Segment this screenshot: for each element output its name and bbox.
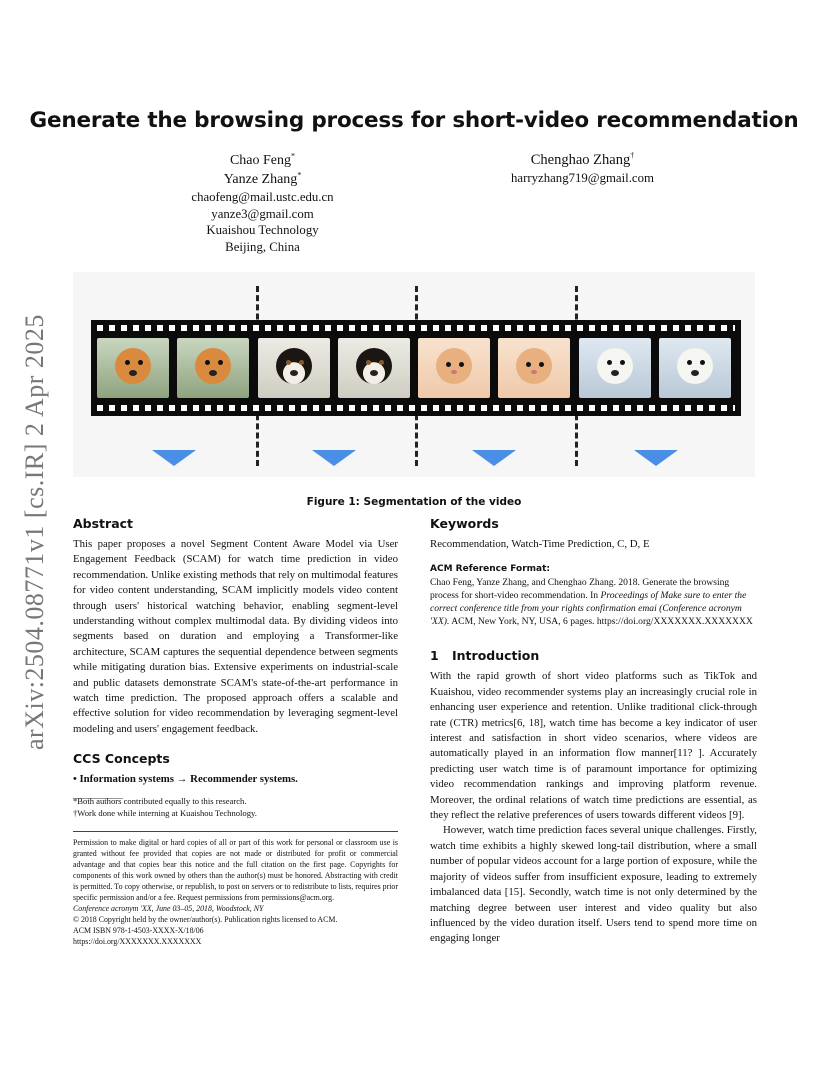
segment-arrow-icon	[312, 450, 356, 466]
figure-video-segmentation	[73, 272, 755, 477]
segment-arrow-icon	[634, 450, 678, 466]
frame-dog-corgi	[177, 338, 249, 398]
frame-dog-bernese	[338, 338, 410, 398]
acm-reference-heading: ACM Reference Format:	[430, 564, 550, 575]
ccs-concept: • Information systems → Recommender systems.	[73, 773, 298, 786]
author-affiliation: Kuaishou Technology	[206, 223, 319, 237]
sprocket-holes	[97, 325, 735, 331]
segment-arrow-icon	[472, 450, 516, 466]
abstract-text: This paper proposes a novel Segment Content Aware Model via User Engagement Feedback (SCAM) for watch time prediction in video recommendation. Unlike existing methods that rely on multimodal features for video content understanding, SCAM implicitly models video content through users' historical watching behavior, enabling segment-level understanding without complex multimodal data. By dividing videos into segments based on duration and employing a Transformer-like architecture, SCAM captures the sequential dependence between segments while mitigating duration bias. Extensive experiments on industrial-scale and public datasets demonstrate SCAM's state-of-the-art performance in watch time prediction. The proposed approach offers a scalable and effective solution for video recommendation by leveraging segment-level modeling and users' engagement feedback.	[73, 538, 398, 735]
copyright-line: © 2018 Copyright held by the owner/author(s). Publication rights licensed to ACM.	[73, 914, 338, 924]
frame-dog-corgi	[97, 338, 169, 398]
keywords-text: Recommendation, Watch-Time Prediction, C, D, E	[430, 538, 650, 550]
frame-hamster	[498, 338, 570, 398]
frame-polar-bear	[659, 338, 731, 398]
doi-link[interactable]: https://doi.org/XXXXXXX.XXXXXXX	[73, 936, 202, 946]
footnotes	[73, 795, 398, 819]
author-email: yanze3@gmail.com	[211, 206, 314, 221]
frame-dog-bernese	[258, 338, 330, 398]
author-block-left	[150, 151, 375, 255]
introduction-paragraph: With the rapid growth of short video platforms such as TikTok and Kuaishou, video recommender systems play an increasingly crucial role in enhancing user experience and retention. Unlike traditional click-through rate (CTR) metrics[6, 18], watch time has become a key indicator of user interest and satisfaction in short video scenarios, where videos are automatically played in an information flow manner[11? ]. Accurately predicting user watch time is of paramount importance for optimizing video recommendation rankings and improving platform revenue. Moreover, the ordinal relations of watch time predictions are essential, as they reflect the relative preferences of users towards different videos [9].	[430, 670, 757, 822]
figure-caption: Figure 1: Segmentation of the video	[306, 496, 522, 508]
segment-arrow-icon	[152, 450, 196, 466]
introduction-paragraph: However, watch time prediction faces several unique challenges. Firstly, watch time exhibits a highly skewed long-tail distribution, where a small number of popular videos account for a large portion of exposure, while the majority of videos suffer from insufficient exposure, leading to extremely imbalanced data [15]. Secondly, watch time is not only determined by the matching degree between user interest and video quality but also influenced by the video duration itself. Users tend to spend more time on engaging longer	[430, 824, 757, 945]
author-email: harryzhang719@gmail.com	[511, 171, 654, 185]
permission-block	[73, 831, 398, 947]
frame-polar-bear	[579, 338, 651, 398]
footnote: *Both authors contributed equally to this research.	[73, 795, 247, 806]
paper-title: Generate the browsing process for short-video recommendation	[29, 108, 799, 133]
left-column	[73, 516, 398, 947]
author-block-right	[470, 150, 695, 187]
keywords-heading: Keywords	[430, 516, 499, 531]
sprocket-holes	[97, 405, 735, 411]
introduction-heading: 1 Introduction	[430, 648, 540, 664]
author-location: Beijing, China	[225, 239, 300, 254]
author-name: Chao Feng*	[229, 151, 296, 168]
footnote: †Work done while interning at Kuaishou Technology.	[73, 807, 257, 818]
filmstrip	[91, 320, 741, 416]
right-column	[430, 516, 757, 947]
ccs-heading: CCS Concepts	[73, 751, 170, 767]
isbn-line: ACM ISBN 978-1-4503-XXXX-X/18/06	[73, 925, 204, 935]
abstract-heading: Abstract	[73, 516, 134, 531]
author-email: chaofeng@mail.ustc.edu.cn	[191, 190, 334, 204]
frame-hamster	[418, 338, 490, 398]
author-name: Yanze Zhang*	[223, 170, 302, 187]
permission-text: Permission to make digital or hard copies of all or part of this work for personal or classroom use is granted without fee provided that copies are not made or distributed for profit or commercial advantage and that copies bear this notice and the full citation on the first page. Copyrights for components of this work owned by others than the author(s) must be honored. Abstracting with credit is permitted. To copy otherwise, or republish, to post on servers or to redistribute to lists, requires prior specific permission and/or a fee. Request permissions from permissions@acm.org.	[73, 837, 398, 902]
arxiv-stamp: arXiv:2504.08771v1 [cs.IR] 2 Apr 2025	[20, 314, 49, 750]
conference-line: Conference acronym 'XX, June 03–05, 2018, Woodstock, NY	[73, 903, 264, 913]
acm-reference-text: Chao Feng, Yanze Zhang, and Chenghao Zhang. 2018. Generate the browsing process for short-video recommendation. In Proceedings of Make sure to enter the correct conference title from your rights confirmation emai (Conference acronym 'XX). ACM, New York, NY, USA, 6 pages. https://doi.org/XXXXXXX.XXXXXXX	[430, 577, 753, 628]
author-name: Chenghao Zhang†	[530, 151, 635, 168]
